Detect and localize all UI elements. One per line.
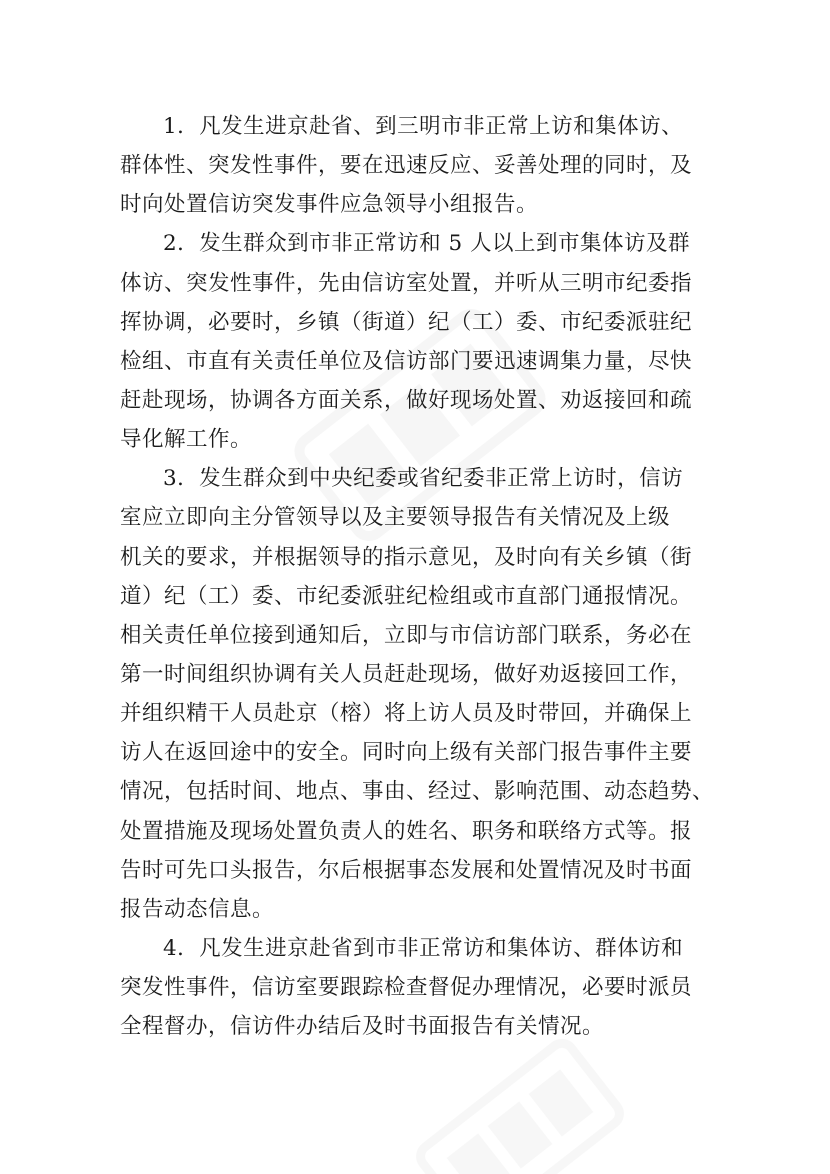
- text-line: 相关责任单位接到通知后，立即与市信访部门联系，务必在: [120, 622, 693, 648]
- text-line: 报告动态信息。: [120, 896, 275, 922]
- text-line: 道）纪（工）委、市纪委派驻纪检组或市直部门通报情况。: [120, 583, 693, 609]
- text-line: 3．发生群众到中央纪委或省纪委非正常上访时，信访: [163, 466, 684, 492]
- text-line: 体访、突发性事件，先由信访室处置，并听从三明市纪委指: [120, 270, 693, 296]
- paragraph-1: [120, 107, 710, 224]
- paragraph-4: [120, 929, 710, 1046]
- text-line: 访人在返回途中的安全。同时向上级有关部门报告事件主要: [120, 740, 693, 766]
- text-line: 4．凡发生进京赴省到市非正常访和集体访、群体访和: [163, 935, 684, 961]
- paragraph-3: [120, 459, 715, 929]
- text-line: 机关的要求，并根据领导的指示意见，及时向有关乡镇（街: [120, 544, 693, 570]
- text-line: 1．凡发生进京赴省、到三明市非正常上访和集体访、: [163, 114, 684, 139]
- text-line: 并组织精干人员赴京（榕）将上访人员及时带回，并确保上: [120, 701, 693, 727]
- text-line: 挥协调，必要时，乡镇（街道）纪（工）委、市纪委派驻纪: [120, 309, 693, 335]
- text-line: 全程督办，信访件办结后及时书面报告有关情况。: [120, 1014, 605, 1040]
- text-line: 告时可先口头报告，尔后根据事态发展和处置情况及时书面: [120, 857, 693, 883]
- text-line: 导化解工作。: [120, 427, 253, 453]
- text-line: 2．发生群众到市非正常访和 5 人以上到市集体访及群: [163, 231, 691, 257]
- paragraph-2: [120, 224, 710, 459]
- text-line: 情况，包括时间、地点、事由、经过、影响范围、动态趋势、: [120, 779, 715, 805]
- watermark-stamp-bottom: [407, 1030, 632, 1174]
- text-line: 群体性、突发性事件，要在迅速反应、妥善处理的同时，及: [120, 153, 693, 179]
- text-line: 赶赴现场，协调各方面关系，做好现场处置、劝返接回和疏: [120, 387, 693, 413]
- text-line: 室应立即向主分管领导以及主要领导报告有关情况及上级: [120, 505, 671, 531]
- text-line: 突发性事件，信访室要跟踪检查督促办理情况，必要时派员: [120, 975, 693, 1001]
- text-line: 第一时间组织协调有关人员赶赴现场，做好劝返接回工作，: [120, 661, 693, 687]
- text-line: 处置措施及现场处置负责人的姓名、职务和联络方式等。报: [120, 818, 693, 844]
- document-body: [120, 107, 715, 1046]
- text-line: 时向处置信访突发事件应急领导小组报告。: [120, 192, 539, 218]
- text-line: 检组、市直有关责任单位及信访部门要迅速调集力量，尽快: [120, 348, 693, 374]
